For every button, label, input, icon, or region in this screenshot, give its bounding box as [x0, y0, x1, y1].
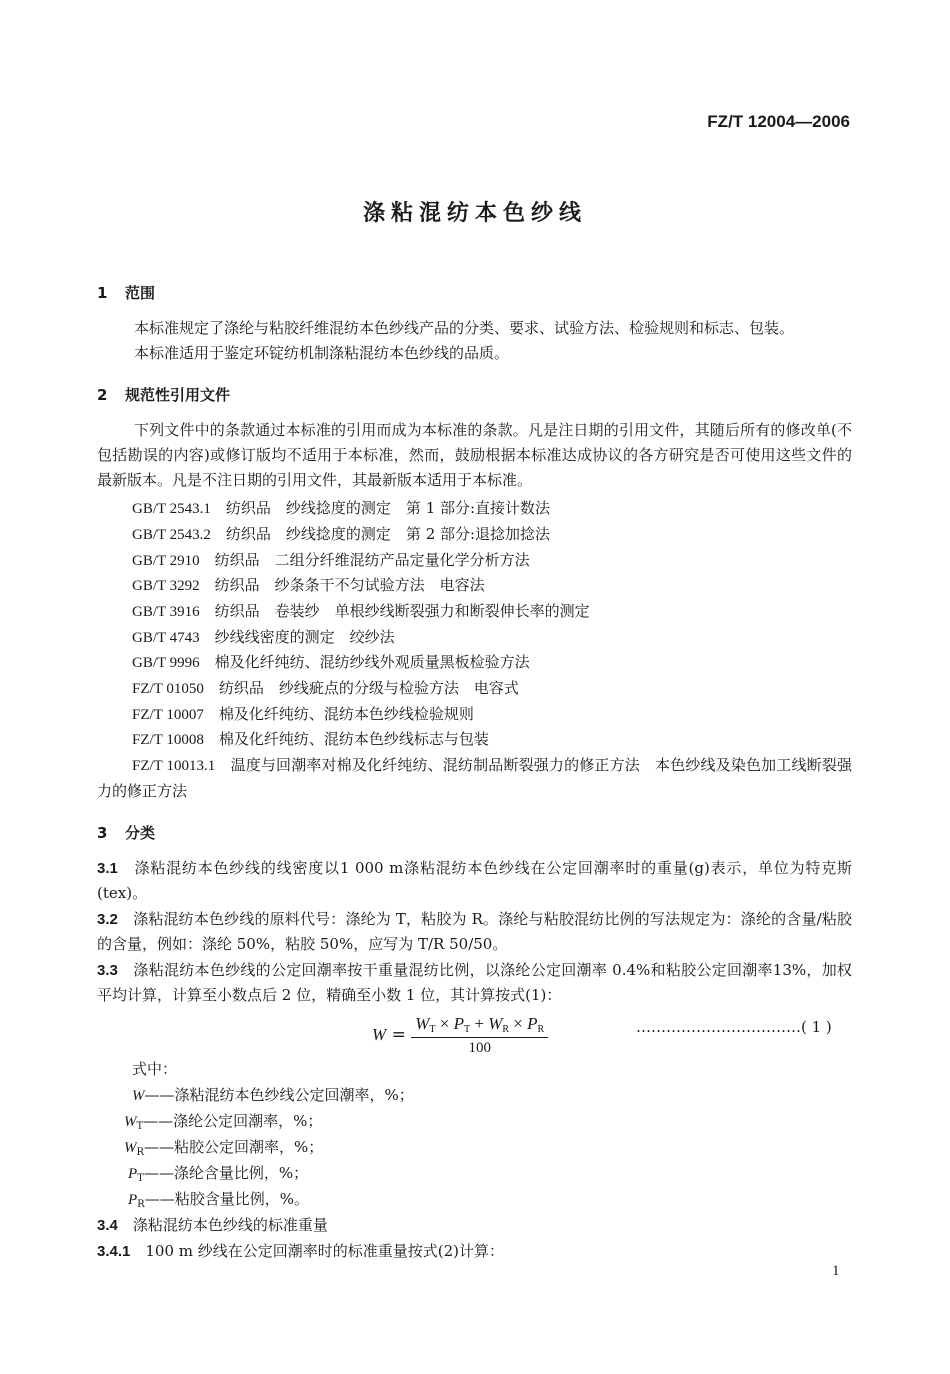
reference-title: 纺织品 卷装纱 单根纱线断裂强力和断裂伸长率的测定 [214, 602, 590, 620]
clause-number: 3.3 [97, 962, 118, 979]
reference-code: FZ/T 10007 [132, 707, 204, 723]
reference-code: FZ/T 01050 [132, 681, 204, 697]
reference-code: GB/T 9996 [132, 655, 200, 671]
reference-item [132, 523, 550, 544]
reference-title: 纺织品 纱线捻度的测定 第 2 部分:退捻加捻法 [225, 525, 551, 543]
formula-fraction [411, 1014, 548, 1057]
reference-item [132, 728, 489, 749]
variable-definition: $P_R——$粘胶含量比例，%。 [128, 1190, 309, 1210]
reference-code: GB/T 3292 [132, 578, 200, 594]
formula-1-label [636, 1018, 832, 1036]
standard-number: FZ/T 12004—2006 [707, 112, 850, 131]
section-title: 范围 [125, 284, 156, 302]
formula-lhs: W [372, 1025, 387, 1044]
reference-title: 棉及化纤纯纺、混纺纱线外观质量黑板检验方法 [214, 653, 530, 671]
clause-3-4 [97, 1212, 328, 1239]
variable-definition: $P_T——$涤纶含量比例，%； [128, 1164, 309, 1184]
reference-title: 纺织品 二组分纤维混纺产品定量化学分析方法 [214, 551, 530, 569]
reference-item [132, 651, 530, 672]
reference-code: GB/T 2543.1 [132, 501, 211, 517]
paragraph: 本标准规定了涤纶与粘胶纤维混纺本色纱线产品的分类、要求、试验方法、检验规则和标志、包装。 [134, 319, 795, 337]
where-label: 式中： [132, 1060, 178, 1078]
reference-title: 纺织品 纱线疵点的分级与检验方法 电容式 [218, 679, 519, 697]
reference-item [132, 497, 550, 518]
section-title: 分类 [125, 824, 156, 842]
document-title: 涤粘混纺本色纱线 [362, 201, 587, 226]
reference-title: 棉及化纤纯纺、混纺本色纱线标志与包装 [218, 730, 489, 748]
clause-3-3 [97, 958, 852, 1008]
clause-text: 100 m 纱线在公定回潮率时的标准重量按式(2)计算： [145, 1242, 505, 1260]
reference-item [132, 549, 530, 570]
clause-number: 3.4.1 [97, 1243, 131, 1260]
reference-item [132, 600, 590, 621]
section-title: 规范性引用文件 [125, 386, 231, 404]
clause-text: 涤粘混纺本色纱线的原料代号：涤纶为 T，粘胶为 R。涤纶与粘胶混纺比例的写法规定为：涤纶的含量/粘胶的含量，例如：涤纶 50%，粘胶 50%，应写为 T/R 50/50。 [97, 910, 852, 953]
clause-3-4-1 [97, 1238, 504, 1265]
section-2-heading [97, 384, 230, 405]
clause-text: 涤粘混纺本色纱线的公定回潮率按干重量混纺比例，以涤纶公定回潮率 0.4%和粘胶公定回潮率13%，加权平均计算，计算至小数点后 2 位，精确至小数 1 位，其计算按式(1)： [97, 961, 852, 1004]
reference-item [97, 753, 852, 804]
formula-numerator: $W_T \times P_T + W_R \times P_R$ [411, 1014, 548, 1038]
reference-item [132, 677, 519, 698]
clause-number: 3.1 [97, 860, 118, 877]
variable-definition: $W_R——$粘胶公定回潮率，%； [124, 1138, 324, 1158]
formula-number: ( 1 ) [801, 1018, 832, 1036]
clause-text: 涤粘混纺本色纱线的线密度以1 000 m涤粘混纺本色纱线在公定回潮率时的重量(g)表示，单位为特克斯(tex)。 [97, 859, 852, 902]
reference-item [132, 703, 474, 724]
reference-code: GB/T 3916 [132, 604, 200, 620]
clause-text: 涤粘混纺本色纱线的标准重量 [132, 1216, 328, 1234]
section-number: 1 [97, 284, 108, 302]
reference-code: GB/T 4743 [132, 630, 200, 646]
formula-1 [372, 1014, 548, 1057]
section-number: 3 [97, 824, 108, 842]
variable-definition: $W_T——$涤纶公定回潮率，%； [124, 1112, 323, 1132]
reference-title: 棉及化纤纯纺、混纺本色纱线检验规则 [218, 705, 474, 723]
page-number: 1 [832, 1263, 840, 1279]
clause-number: 3.2 [97, 911, 118, 928]
clause-number: 3.4 [97, 1217, 118, 1234]
reference-item [132, 626, 395, 647]
reference-item [132, 574, 485, 595]
reference-code: FZ/T 10013.1 [132, 758, 216, 774]
section-number: 2 [97, 386, 108, 404]
variable-definition: W——涤粘混纺本色纱线公定回潮率，%； [132, 1086, 414, 1104]
paragraph: 下列文件中的条款通过本标准的引用而成为本标准的条款。凡是注日期的引用文件，其随后所有的修改单(不包括勘误的内容)或修订版均不适用于本标准，然而，鼓励根据本标准达成协议的各方研究是否可使用这些文件的最新版本。凡是不注日期的引用文件，其最新版本适用于本标准。 [97, 421, 852, 489]
section-3-heading [97, 822, 155, 843]
reference-code: GB/T 2543.2 [132, 527, 211, 543]
reference-title: 温度与回潮率对棉及化纤纯纺、混纺制品断裂强力的修正方法 本色纱线及染色加工线断裂强力的修正方法 [97, 756, 852, 800]
paragraph: 本标准适用于鉴定环锭纺机制涤粘混纺本色纱线的品质。 [134, 344, 510, 362]
reference-title: 纺织品 纱线捻度的测定 第 1 部分:直接计数法 [225, 499, 551, 517]
clause-3-1 [97, 856, 852, 906]
section-1-heading [97, 282, 155, 303]
formula-leader-dots: …………………………… [636, 1018, 801, 1036]
reference-code: FZ/T 10008 [132, 732, 204, 748]
formula-equals: = [391, 1025, 406, 1045]
clause-3-2 [97, 907, 852, 957]
reference-title: 纺织品 纱条条干不匀试验方法 电容法 [214, 576, 485, 594]
formula-denominator: 100 [468, 1040, 491, 1056]
reference-code: GB/T 2910 [132, 553, 200, 569]
reference-title: 纱线线密度的测定 绞纱法 [214, 628, 395, 646]
